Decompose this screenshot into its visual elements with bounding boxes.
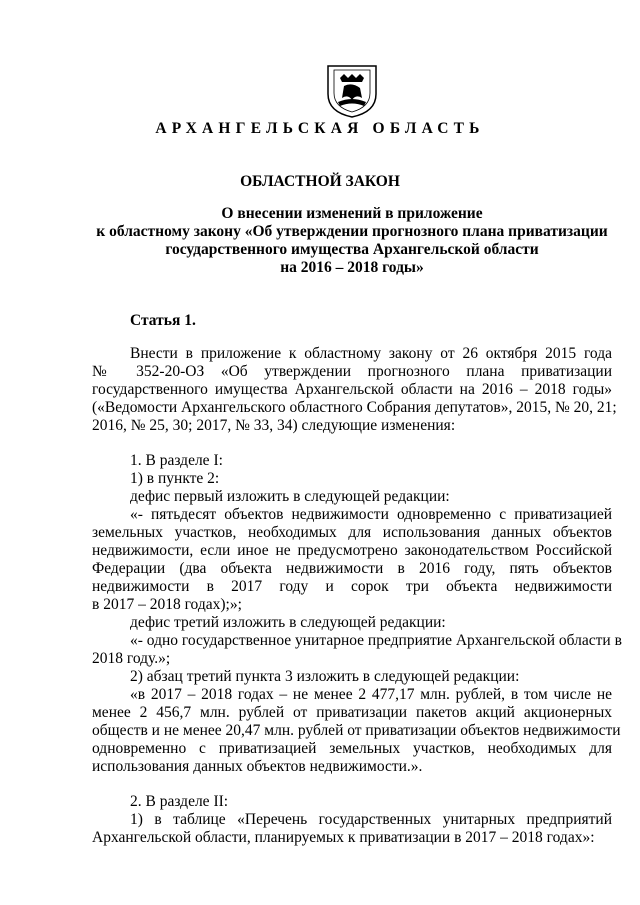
body-line: Архангельской области, планируемых к приватизации в 2017 – 2018 годах»:: [92, 829, 595, 846]
body-line: 1. В разделе I:: [130, 452, 223, 469]
body-line: недвижимости, если иное не предусмотрено законодательством Российской: [92, 542, 612, 559]
body-line: 2. В разделе II:: [130, 793, 229, 810]
region-name: АРХАНГЕЛЬСКАЯ ОБЛАСТЬ: [155, 120, 485, 137]
body-line: недвижимости в 2017 году и сорок три объекта недвижимости: [92, 578, 612, 595]
law-title-line: государственного имущества Архангельской области: [165, 241, 539, 258]
coat-of-arms-emblem: [326, 64, 378, 118]
body-line: «в 2017 – 2018 годах – не менее 2 477,17 млн. рублей, в том числе не: [130, 686, 612, 703]
body-line: 2) абзац третий пункта 3 изложить в следующей редакции:: [130, 668, 520, 685]
law-title: [92, 205, 612, 277]
article-heading: Статья 1.: [130, 312, 196, 329]
law-title-line: на 2016 – 2018 годы»: [280, 259, 424, 276]
body-line: Внести в приложение к областному закону от 26 октября 2015 года: [130, 345, 612, 362]
body-line: дефис первый изложить в следующей редакции:: [130, 488, 450, 505]
body-line: одновременно с приватизацией земельных участков, необходимых для: [92, 740, 612, 757]
body-line: № 352-20-ОЗ «Об утверждении прогнозного плана приватизации: [92, 363, 612, 380]
law-type-heading: ОБЛАСТНОЙ ЗАКОН: [240, 173, 400, 190]
body-line: обществ и не менее 20,47 млн. рублей от приватизации объектов недвижимости: [92, 722, 621, 739]
body-line: 2018 году.»;: [92, 650, 171, 667]
body-line: 1) в таблице «Перечень государственных унитарных предприятий: [130, 811, 612, 828]
body-line: Федерации (два объекта недвижимости в 2016 году, пять объектов: [92, 560, 612, 577]
body-line: 1) в пункте 2:: [130, 470, 220, 487]
body-line: дефис третий изложить в следующей редакции:: [130, 614, 446, 631]
body-line: менее 2 456,7 млн. рублей от приватизации пакетов акций акционерных: [92, 704, 612, 721]
body-line: государственного имущества Архангельской области на 2016 – 2018 годы»: [92, 381, 612, 398]
body-line: 2016, № 25, 30; 2017, № 33, 34) следующие изменения:: [92, 417, 456, 434]
body-line: использования данных объектов недвижимости.».: [92, 758, 423, 775]
body-line: «- пятьдесят объектов недвижимости одновременно с приватизацией: [130, 506, 612, 523]
body-line: «- одно государственное унитарное предприятие Архангельской области в: [130, 632, 622, 649]
body-line: в 2017 – 2018 годах);»;: [92, 596, 242, 613]
body-line: земельных участков, необходимых для использования данных объектов: [92, 524, 612, 541]
law-title-line: к областному закону «Об утверждении прогнозного плана приватизации: [96, 223, 608, 240]
body-line: («Ведомости Архангельского областного Собрания депутатов», 2015, № 20, 21;: [92, 399, 617, 416]
law-title-line: О внесении изменений в приложение: [221, 205, 483, 222]
